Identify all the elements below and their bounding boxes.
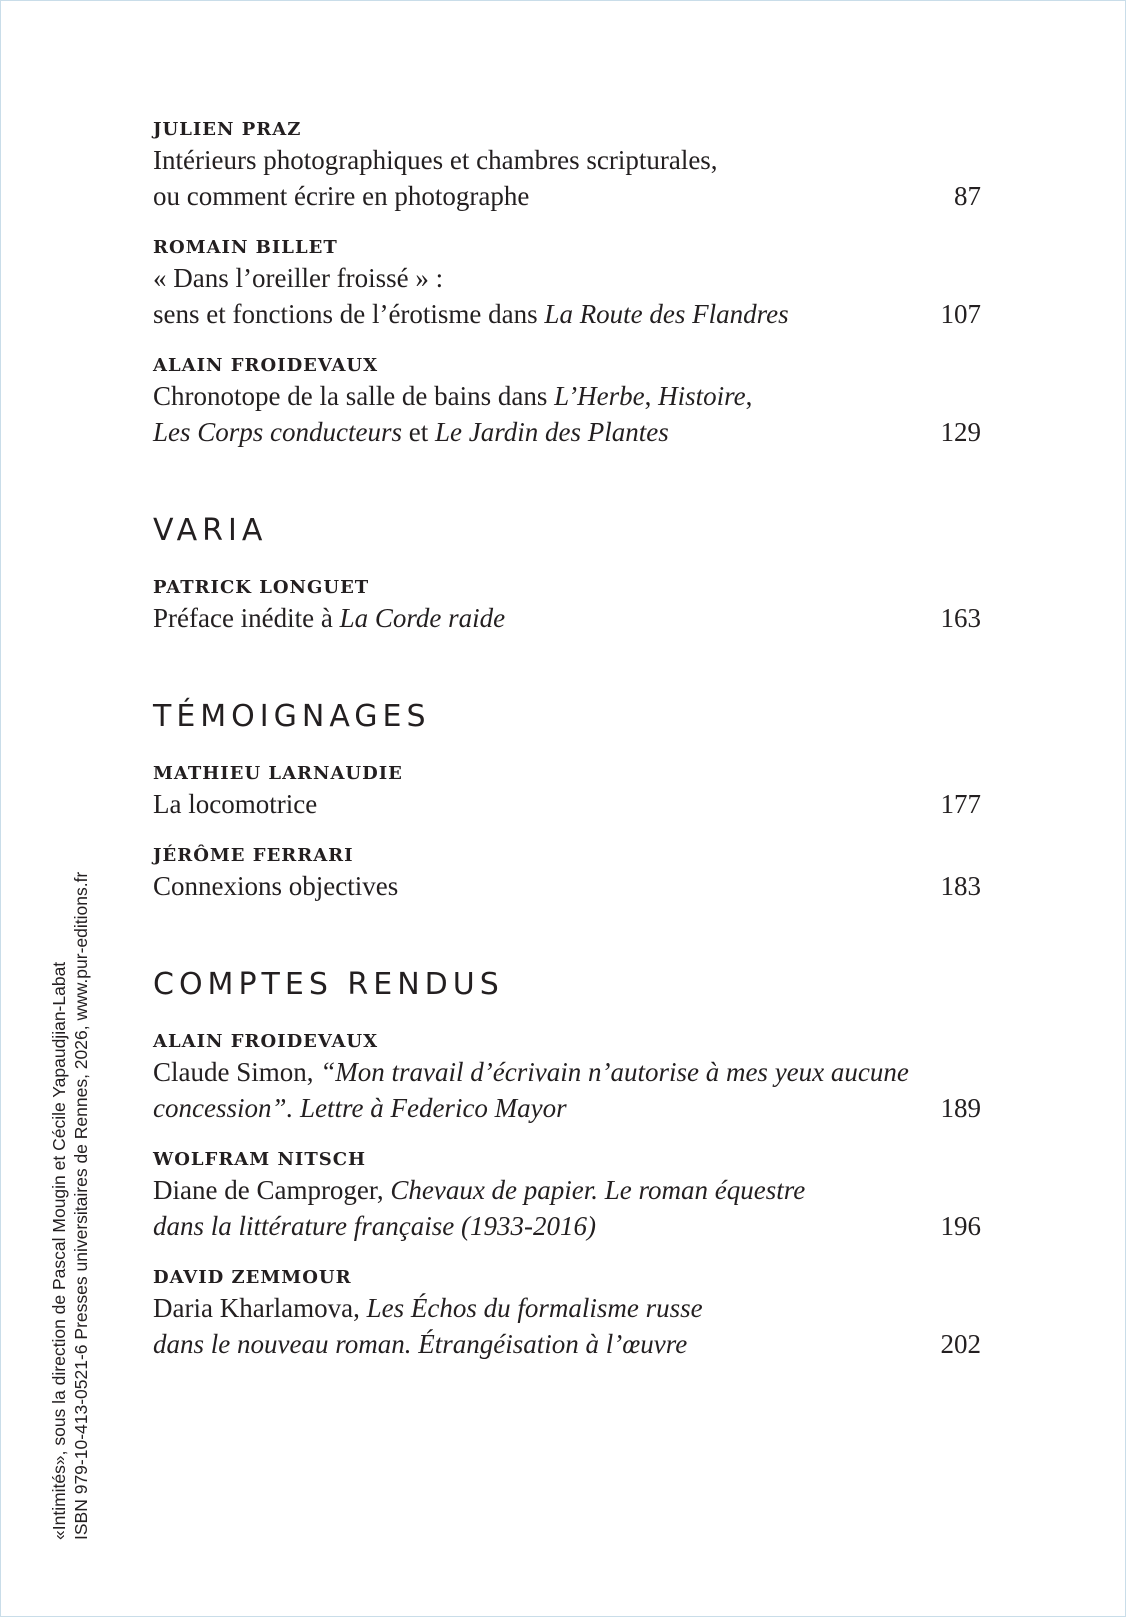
- toc-entry-title-line: [153, 1208, 805, 1244]
- toc-entry-author: ROMAIN BILLET: [153, 237, 338, 258]
- toc-entry-title-line: [153, 868, 398, 904]
- title-segment: Daria Kharlamova,: [153, 1293, 367, 1323]
- title-italic-segment: dans le nouveau roman. Étrangéisation à l’œuvre: [153, 1329, 688, 1359]
- title-italic-segment: La Route des Flandres: [544, 299, 789, 329]
- toc-entry-page-number: 107: [940, 299, 981, 329]
- toc-entry-row: [153, 1172, 981, 1244]
- title-segment: ,: [745, 381, 753, 411]
- toc-entry-title-line: [153, 1054, 909, 1090]
- toc-entry-title: [153, 1290, 703, 1362]
- toc-entry: [153, 1030, 981, 1126]
- toc-group-comptes-rendus: [153, 1030, 981, 1362]
- toc-entry-title: [153, 786, 317, 822]
- toc-entry-author: MATHIEU LARNAUDIE: [153, 763, 403, 784]
- toc-entry-row: [153, 786, 981, 822]
- toc-entry-title-line: [153, 1326, 703, 1362]
- toc-entry-title-line: [153, 1090, 909, 1126]
- toc-entry-page-number: 129: [940, 417, 981, 447]
- toc-entry: [153, 118, 981, 214]
- toc-entry-title-line: [153, 178, 718, 214]
- title-segment: Intérieurs photographiques et chambres scripturales,: [153, 145, 718, 175]
- title-segment: sens et fonctions de l’érotisme dans: [153, 299, 545, 329]
- toc-entry-title-line: [153, 1172, 805, 1208]
- toc-entry-row: [153, 260, 981, 332]
- toc-entry-row: [153, 142, 981, 214]
- toc-entry-author: WOLFRAM NITSCH: [153, 1149, 367, 1170]
- title-segment: Diane de Camproger,: [153, 1175, 391, 1205]
- toc-entry-title-line: [153, 600, 505, 636]
- title-segment: Chronotope de la salle de bains dans: [153, 381, 555, 411]
- section-heading-varia: VARIA: [153, 513, 268, 548]
- toc-entry-page-number: 163: [940, 603, 981, 633]
- title-italic-segment: “Mon travail d’écrivain n’autorise à mes yeux aucune: [320, 1057, 909, 1087]
- title-segment: ou comment écrire en photographe: [153, 181, 530, 211]
- toc-entry-page-number: 196: [940, 1211, 981, 1241]
- section-heading-comptes-rendus: COMPTES RENDUS: [153, 967, 504, 1002]
- toc-entry-page-number: 177: [940, 789, 981, 819]
- title-segment: ,: [644, 381, 659, 411]
- title-segment: et: [402, 417, 435, 447]
- title-italic-segment: Les Échos du formalisme russe: [366, 1293, 703, 1323]
- toc-entry-page-number: 189: [940, 1093, 981, 1123]
- toc-entry: [153, 354, 981, 450]
- toc-entry-title-line: [153, 142, 718, 178]
- toc-entry-title: [153, 378, 752, 450]
- toc-entry-author: ALAIN FROIDEVAUX: [153, 1031, 379, 1052]
- toc-entry-author: JULIEN PRAZ: [153, 119, 302, 140]
- title-italic-segment: Histoire: [658, 381, 746, 411]
- title-segment: Connexions objectives: [153, 871, 399, 901]
- toc-entry-row: [153, 1054, 981, 1126]
- toc-entry: [153, 844, 981, 904]
- title-italic-segment: concession”. Lettre à Federico Mayor: [153, 1093, 567, 1123]
- title-segment: « Dans l’oreiller froissé » :: [153, 263, 444, 293]
- title-italic-segment: La Corde raide: [339, 603, 506, 633]
- toc-entry-title: [153, 142, 718, 214]
- toc-entry-title-line: [153, 296, 789, 332]
- title-segment: Préface inédite à: [153, 603, 340, 633]
- toc-entry-title: [153, 1172, 805, 1244]
- toc-entry-row: [153, 1290, 981, 1362]
- toc-entry-row: [153, 868, 981, 904]
- toc-entry-author: DAVID ZEMMOUR: [153, 1267, 352, 1288]
- toc-entry-page-number: 183: [940, 871, 981, 901]
- title-segment: La locomotrice: [153, 789, 318, 819]
- spine-credit-line-1: «Intimités», sous la direction de Pascal Mougin et Cécile Yapaudjian-Labat: [49, 961, 69, 1540]
- toc-entry: [153, 1148, 981, 1244]
- toc-entry: [153, 1266, 981, 1362]
- title-italic-segment: Les Corps conducteurs: [153, 417, 402, 447]
- toc-entry-title: [153, 260, 789, 332]
- toc-entry-row: [153, 378, 981, 450]
- toc-entry-title: [153, 868, 398, 904]
- toc-group-temoignages: [153, 762, 981, 904]
- toc-entry: [153, 576, 981, 636]
- title-italic-segment: L’Herbe: [554, 381, 645, 411]
- spine-credit: [48, 872, 92, 1540]
- toc-group-main: [153, 118, 981, 450]
- toc-entry-title: [153, 600, 505, 636]
- title-italic-segment: Chevaux de papier. Le roman équestre: [390, 1175, 806, 1205]
- toc-entry-row: [153, 600, 981, 636]
- toc-entry-author: PATRICK LONGUET: [153, 577, 370, 598]
- toc-entry-title-line: [153, 260, 789, 296]
- toc-entry-title: [153, 1054, 909, 1126]
- toc-entry-title-line: [153, 786, 317, 822]
- toc-entry: [153, 762, 981, 822]
- spine-credit-line-2: ISBN 979-10-413-0521-6 Presses universitaires de Rennes, 2026, www.pur-editions.fr: [71, 871, 91, 1540]
- toc-entry-title-line: [153, 1290, 703, 1326]
- toc-entry-title-line: [153, 414, 752, 450]
- toc-entry-page-number: 87: [954, 181, 981, 211]
- toc-entry: [153, 236, 981, 332]
- title-italic-segment: dans la littérature française (1933-2016): [153, 1211, 596, 1241]
- toc-entry-author: ALAIN FROIDEVAUX: [153, 355, 379, 376]
- title-segment: Claude Simon,: [153, 1057, 321, 1087]
- title-italic-segment: Le Jardin des Plantes: [435, 417, 669, 447]
- toc-entry-page-number: 202: [940, 1329, 981, 1359]
- toc-group-varia: [153, 576, 981, 636]
- toc-entry-title-line: [153, 378, 752, 414]
- section-heading-temoignages: TÉMOIGNAGES: [153, 699, 431, 734]
- toc-entry-author: JÉRÔME FERRARI: [153, 845, 354, 866]
- table-of-contents: [153, 118, 981, 1362]
